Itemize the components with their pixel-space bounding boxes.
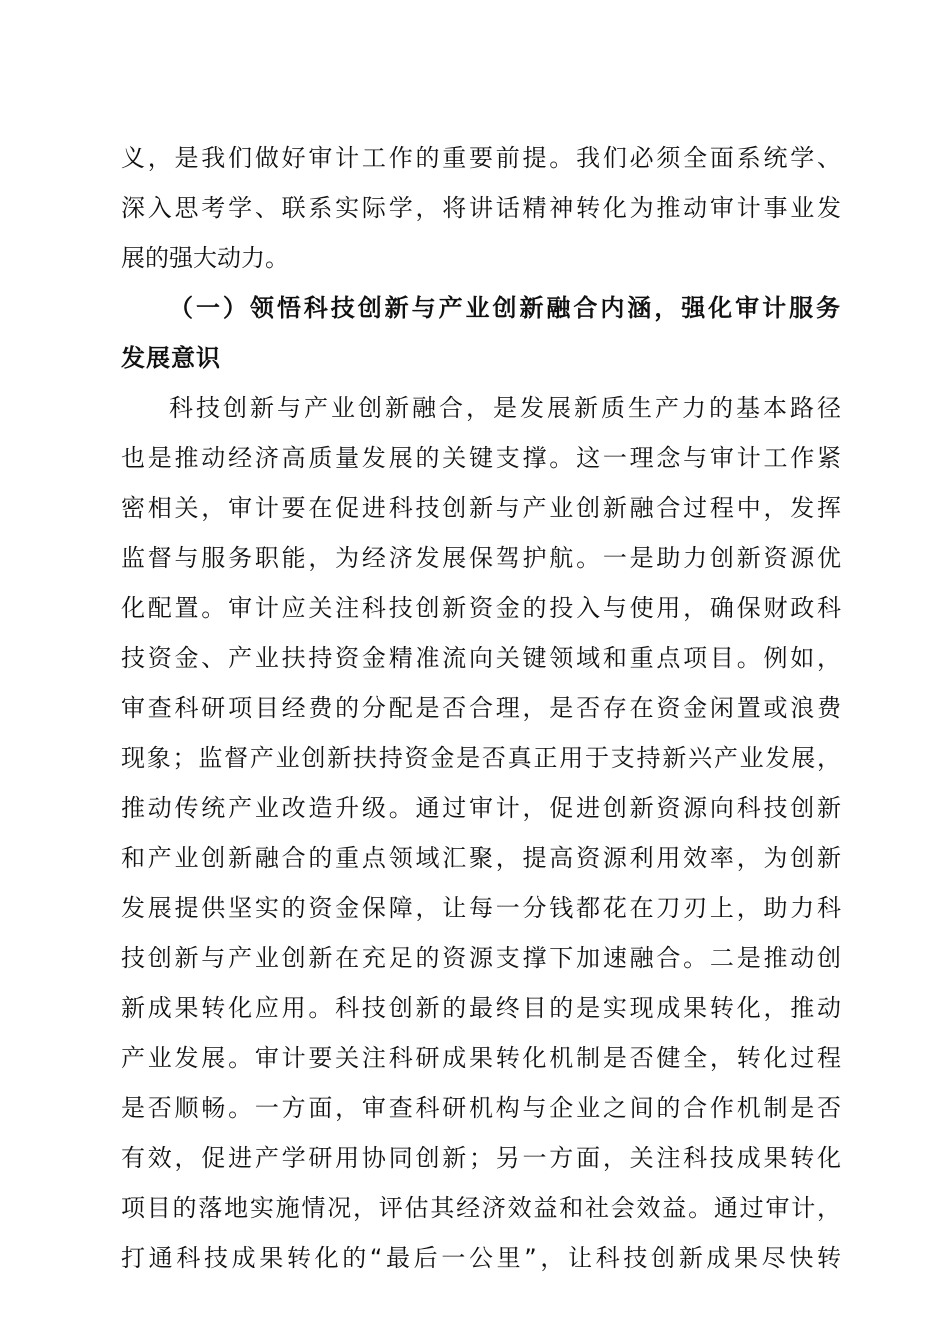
body-line-8: 现象；监督产业创新扶持资金是否真正用于支持新兴产业发展， bbox=[121, 744, 841, 772]
intro-line-3: 展的强大动力。 bbox=[121, 244, 289, 272]
body-line-12: 技创新与产业创新在充足的资源支撑下加速融合。二是推动创 bbox=[121, 944, 841, 972]
body-line-10: 和产业创新融合的重点领域汇聚，提高资源利用效率，为创新 bbox=[121, 844, 841, 872]
section-heading-line-2: 发展意识 bbox=[121, 344, 221, 372]
body-line-17: 项目的落地实施情况，评估其经济效益和社会效益。通过审计， bbox=[121, 1194, 841, 1222]
body-line-13: 新成果转化应用。科技创新的最终目的是实现成果转化，推动 bbox=[121, 994, 841, 1022]
body-line-9: 推动传统产业改造升级。通过审计，促进创新资源向科技创新 bbox=[121, 794, 841, 822]
body-line-6: 技资金、产业扶持资金精准流向关键领域和重点项目。例如， bbox=[121, 644, 841, 672]
body-line-14: 产业发展。审计要关注科研成果转化机制是否健全，转化过程 bbox=[121, 1044, 841, 1072]
body-line-5: 化配置。审计应关注科技创新资金的投入与使用，确保财政科 bbox=[121, 594, 841, 622]
section-heading-line-1: （一）领悟科技创新与产业创新融合内涵，强化审计服务 bbox=[169, 294, 841, 322]
body-line-18: 打通科技成果转化的“最后一公里”，让科技创新成果尽快转 bbox=[121, 1244, 841, 1272]
body-line-1: 科技创新与产业创新融合，是发展新质生产力的基本路径 bbox=[169, 394, 841, 422]
intro-line-2: 深入思考学、联系实际学，将讲话精神转化为推动审计事业发 bbox=[121, 194, 841, 222]
body-line-4: 监督与服务职能，为经济发展保驾护航。一是助力创新资源优 bbox=[121, 544, 841, 572]
body-line-2: 也是推动经济高质量发展的关键支撑。这一理念与审计工作紧 bbox=[121, 444, 841, 472]
intro-line-1: 义，是我们做好审计工作的重要前提。我们必须全面系统学、 bbox=[121, 144, 841, 172]
body-line-7: 审查科研项目经费的分配是否合理，是否存在资金闲置或浪费 bbox=[121, 694, 841, 722]
body-line-16: 有效，促进产学研用协同创新；另一方面，关注科技成果转化 bbox=[121, 1144, 841, 1172]
body-line-3: 密相关，审计要在促进科技创新与产业创新融合过程中，发挥 bbox=[121, 494, 841, 522]
body-line-11: 发展提供坚实的资金保障，让每一分钱都花在刀刃上，助力科 bbox=[121, 894, 841, 922]
body-line-15: 是否顺畅。一方面，审查科研机构与企业之间的合作机制是否 bbox=[121, 1094, 841, 1122]
